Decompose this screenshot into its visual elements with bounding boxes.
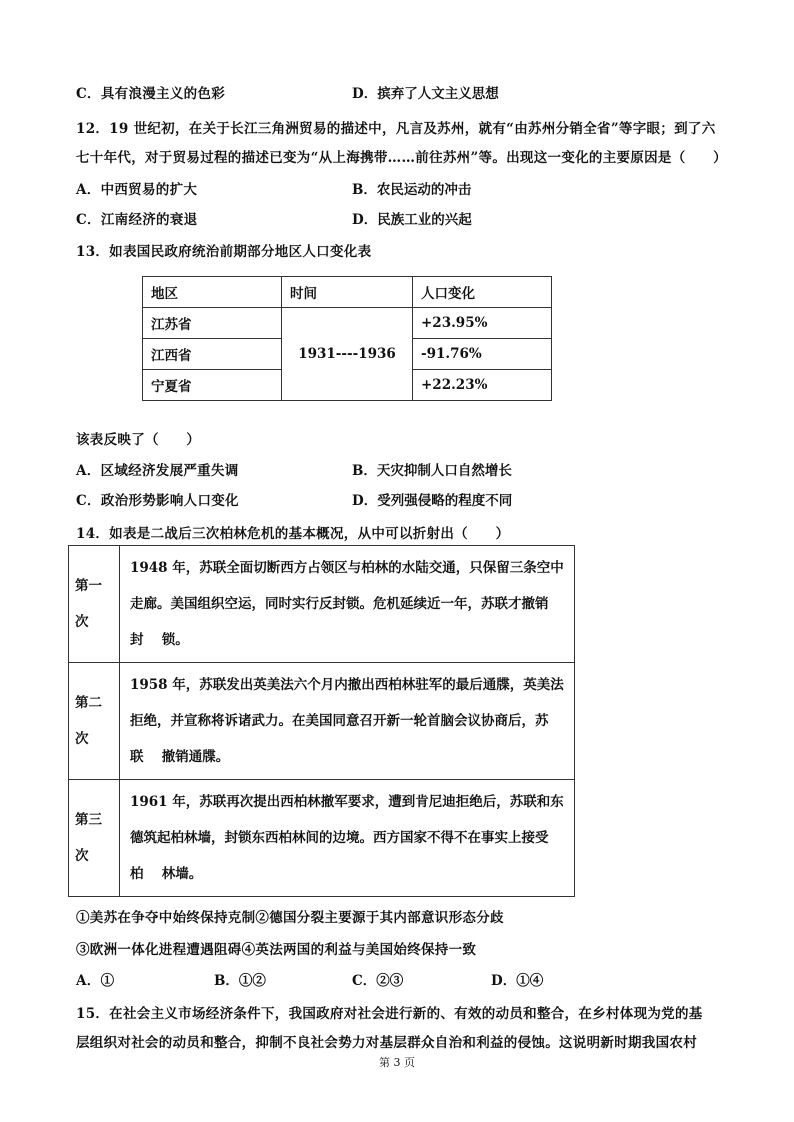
q14-option-c: C．②③: [352, 973, 404, 989]
q12-option-d: D．民族工业的兴起: [352, 212, 472, 228]
table-header-row: [143, 277, 552, 308]
crisis-description-cell: [120, 663, 575, 780]
crisis-label: 次: [75, 614, 89, 630]
crisis-label-cell: [69, 546, 120, 663]
crisis-text-line: 1948 年，苏联全面切断西方占领区与柏林的水陆交通，只保留三条空中: [130, 560, 564, 576]
crisis-description-cell: [120, 780, 575, 897]
q14-option-d: D．①④: [491, 973, 544, 989]
table-row: [69, 663, 575, 780]
q15-stem-line2: 层组织对社会的动员和整合，抑制不良社会势力对基层群众自治和利益的侵蚀。这说明新时期我国农村: [76, 1035, 697, 1051]
table-header: 地区: [143, 277, 282, 308]
crisis-text-line: 拒绝，并宣称将诉诸武力。在美国同意召开新一轮首脑会议协商后，苏: [130, 713, 549, 729]
crisis-label: 第三: [75, 812, 102, 828]
q12-stem-line1: 12．19 世纪初，在关于长江三角洲贸易的描述中，凡言及苏州，就有“由苏州分销全省”等字眼；到了六: [76, 121, 716, 137]
crisis-text-line: 德筑起柏林墙，封锁东西柏林间的边境。西方国家不得不在事实上接受: [130, 830, 549, 846]
crisis-label: 第一: [75, 578, 102, 594]
crisis-label-cell: [69, 780, 120, 897]
q12-option-c: C．江南经济的衰退: [76, 212, 198, 228]
region-cell: 宁夏省: [143, 370, 282, 401]
crisis-text-line: 1961 年，苏联再次提出西柏林撤军要求，遭到肯尼迪拒绝后，苏联和东: [130, 794, 564, 810]
crisis-text-line: 1958 年，苏联发出英美法六个月内撤出西柏林驻军的最后通牒，英美法: [130, 677, 564, 693]
q14-option-a: A．①: [76, 973, 115, 989]
crisis-text-line: 走廊。美国组织空运，同时实行反封锁。危机延续近一年，苏联才撤销: [130, 596, 549, 612]
q12-option-a: A．中西贸易的扩大: [76, 182, 198, 198]
q11-option-c: C．具有浪漫主义的色彩: [76, 86, 226, 102]
q15-stem-line1: 15．在社会主义市场经济条件下，我国政府对社会进行新的、有效的动员和整合，在乡村体现为党的基: [76, 1006, 703, 1022]
q13-stem: 13．如表国民政府统治前期部分地区人口变化表: [76, 244, 372, 260]
table-row: [69, 780, 575, 897]
crisis-text-line: 柏 林墙。: [130, 866, 203, 882]
q13-option-c: C．政治形势影响人口变化: [76, 493, 239, 509]
change-cell: -91.76%: [413, 339, 552, 370]
q13-option-a: A．区域经济发展严重失调: [76, 463, 239, 479]
q11-option-d: D．摈弃了人文主义思想: [352, 86, 499, 102]
table-row: [143, 308, 552, 339]
berlin-crisis-table: [68, 545, 575, 897]
crisis-description-cell: [120, 546, 575, 663]
q13-option-b: B．天灾抑制人口自然增长: [352, 463, 512, 479]
q14-statement-1: ①美苏在争夺中始终保持克制②德国分裂主要源于其内部意识形态分歧: [76, 910, 504, 926]
q12-option-b: B．农民运动的冲击: [352, 182, 472, 198]
change-cell: +23.95%: [413, 308, 552, 339]
crisis-label: 次: [75, 848, 89, 864]
crisis-label-cell: [69, 663, 120, 780]
region-cell: 江西省: [143, 339, 282, 370]
crisis-label: 次: [75, 731, 89, 747]
q13-option-d: D．受列强侵略的程度不同: [352, 493, 513, 509]
q12-stem-line2: 七十年代，对于贸易过程的描述已变为“从上海携带……前往苏州”等。出现这一变化的主要原因是（ ）: [76, 150, 727, 166]
table-row: [69, 546, 575, 663]
crisis-text-line: 联 撤销通牒。: [130, 749, 230, 765]
crisis-text-line: 封 锁。: [130, 632, 189, 648]
table-header: 时间: [282, 277, 413, 308]
q14-statement-2: ③欧洲一体化进程遭遇阻碍④英法两国的利益与美国始终保持一致: [76, 942, 477, 958]
period-cell: 1931----1936: [282, 308, 413, 401]
table-header: 人口变化: [413, 277, 552, 308]
change-cell: +22.23%: [413, 370, 552, 401]
crisis-label: 第二: [75, 695, 102, 711]
population-table: [142, 276, 552, 401]
q13-question: 该表反映了（ ）: [76, 432, 201, 448]
region-cell: 江苏省: [143, 308, 282, 339]
q14-stem: 14．如表是二战后三次柏林危机的基本概况，从中可以折射出（ ）: [76, 526, 510, 542]
q14-option-b: B．①②: [214, 973, 266, 989]
page-number: 第 3 页: [379, 1056, 415, 1069]
